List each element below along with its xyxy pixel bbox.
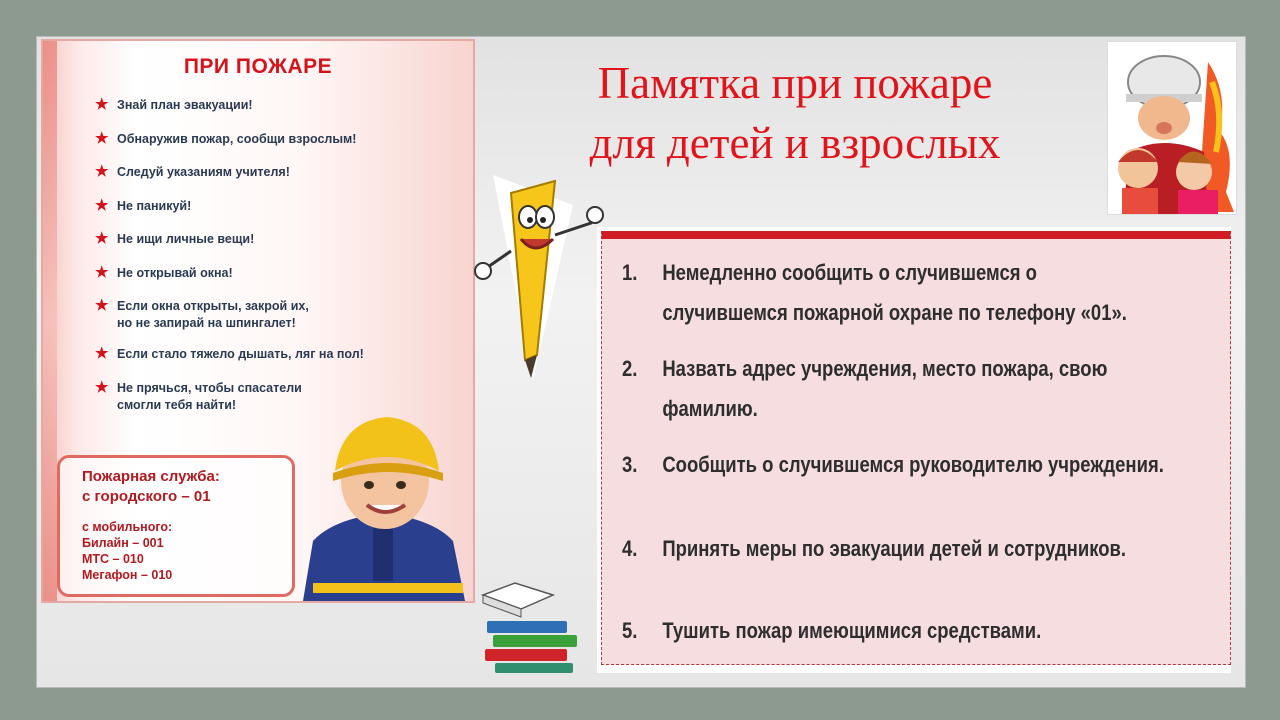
step-text: Тушить пожар имеющимися средствами. [662,618,1042,643]
star-icon: ★ [95,378,109,396]
service-heading: Пожарная служба: [82,468,220,485]
step-text: Принять меры по эвакуации детей и сотрудников. [662,536,1126,561]
star-icon: ★ [95,230,109,247]
page-title-line1: Памятка при пожаре [597,58,993,108]
list-item: ★ Не паникуй! [95,196,192,214]
list-item: ★ Если окна открыты, закрой их, но не запирай на шпингалет! [95,297,309,330]
fireman-with-children-illustration [1107,41,1237,215]
service-city-phone: с городского – 01 [82,488,211,505]
step-number: 5. [622,618,638,643]
fire-service-phones [57,455,295,597]
step-number: 1. [622,260,638,285]
poster-rules-list [93,97,468,428]
list-item: ★ Не ищи личные вещи! [95,230,255,247]
page-title-line2: для детей и взрослых [589,118,1001,168]
star-icon: ★ [95,129,109,147]
service-mobile-label: с мобильного: [82,520,173,534]
page-title [495,53,1095,173]
step-number: 4. [622,536,638,561]
list-item: ★ Следуй указаниям учителя! [95,163,290,180]
star-icon: ★ [95,163,109,180]
step-number: 2. [622,356,638,381]
instructions-box [601,231,1231,665]
books-stack-icon [475,577,585,677]
list-item: ★ Если стало тяжело дышать, ляг на пол! [95,345,364,362]
step-text: Сообщить о случившемся руководителю учреждения. [662,452,1164,477]
child-firefighter-illustration [293,401,473,601]
star-icon: ★ [95,196,109,214]
star-icon: ★ [95,96,109,113]
step-text: Назвать адрес учреждения, место пожара, свою фамилию. [662,356,1108,421]
instructions-panel [597,227,1231,673]
list-item: ★ Обнаружив пожар, сообщи взрослым! [95,129,357,147]
service-beeline: Билайн – 001 [82,536,164,550]
poster-title: ПРИ ПОЖАРЕ [183,55,333,78]
step-text: Немедленно сообщить о случившемся о случившемся пожарной охране по телефону «01». [662,260,1127,325]
step-number: 3. [622,452,638,477]
service-megafon: Мегафон – 010 [82,568,173,582]
list-item: ★ Не прячься, чтобы спасатели смогли тебя найти! [95,378,302,412]
star-icon: ★ [95,263,109,281]
slide [36,36,1246,688]
star-icon: ★ [95,345,109,362]
fire-safety-poster [41,39,475,603]
service-mts: МТС – 010 [82,552,144,566]
list-item: ★ Не открывай окна! [95,263,233,281]
star-icon: ★ [95,297,109,314]
list-item: ★ Знай план эвакуации! [95,96,253,113]
